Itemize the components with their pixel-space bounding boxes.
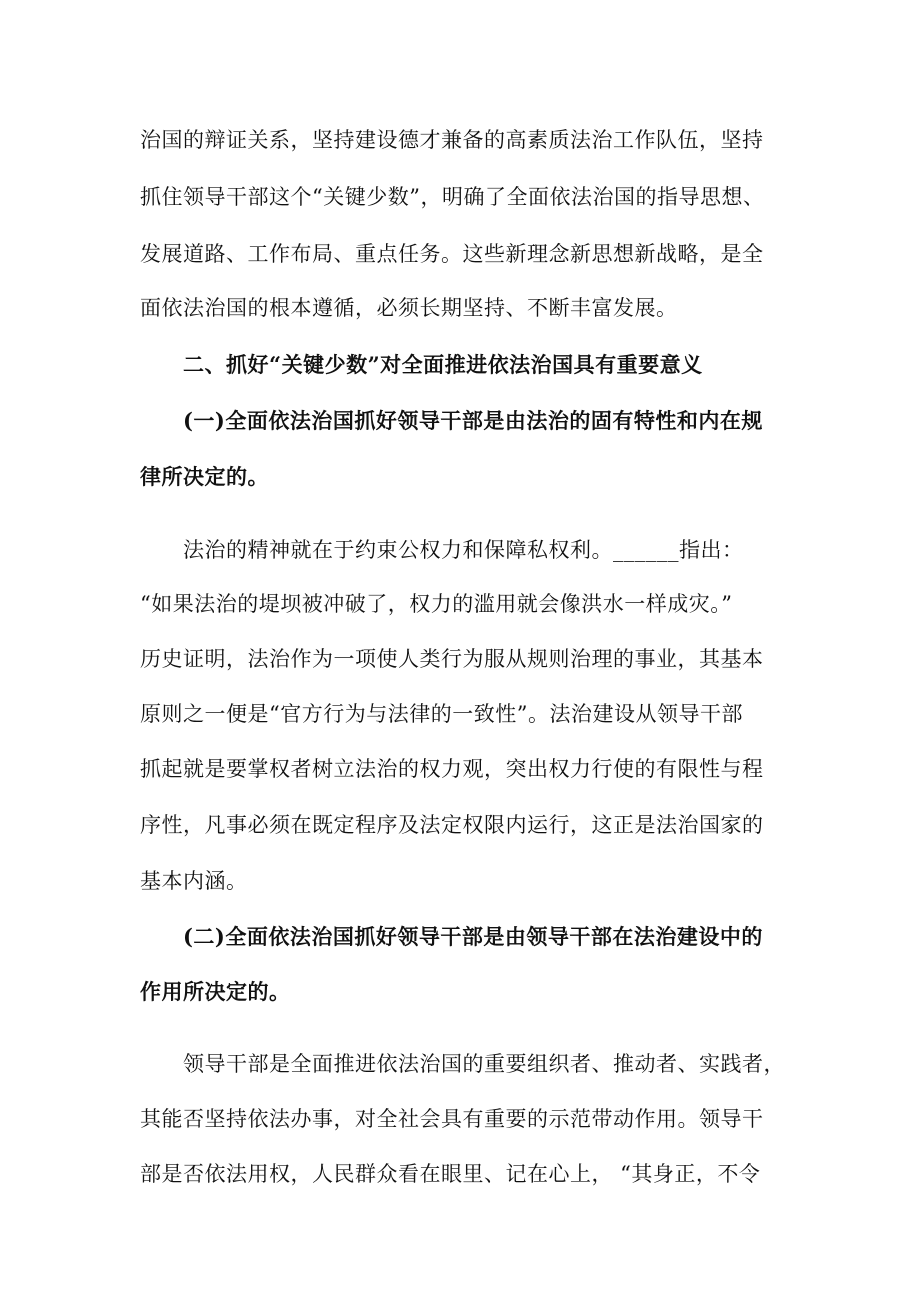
paragraph-line: 抓起就是要掌权者树立法治的权力观，突出权力行使的有限性与程 xyxy=(140,757,764,781)
paragraph-line: 领导干部是全面推进依法治国的重要组织者、推动者、实践者， xyxy=(183,1052,785,1076)
paragraph-line: 法治的精神就在于约束公权力和保障私权利。______指出： xyxy=(183,538,744,562)
paragraph-line: 历史证明，法治作为一项使人类行为服从规则治理的事业，其基本 xyxy=(140,647,764,671)
paragraph-line: 发展道路、工作布局、重点任务。这些新理念新思想新战略，是全 xyxy=(140,242,764,266)
paragraph-line: 其能否坚持依法办事，对全社会具有重要的示范带动作用。领导干 xyxy=(140,1107,764,1131)
paragraph-line: 面依法治国的根本遵循，必须长期坚持、不断丰富发展。 xyxy=(140,296,678,320)
subsection-heading-1-cont: 律所决定的。 xyxy=(140,464,269,489)
paragraph-line: 部是否依法用权，人民群众看在眼里、记在心上， “其身正，不令 xyxy=(140,1162,761,1186)
paragraph-line: 原则之一便是“官方行为与法律的一致性”。法治建设从领导干部 xyxy=(140,702,743,726)
subsection-heading-2: (二)全面依法治国抓好领导干部是由领导干部在法治建设中的 xyxy=(183,924,763,949)
subsection-heading-1: (一)全面依法治国抓好领导干部是由法治的固有特性和内在规 xyxy=(183,408,763,433)
paragraph-line: 治国的辩证关系，坚持建设德才兼备的高素质法治工作队伍，坚持 xyxy=(140,128,764,152)
section-heading: 二、抓好“关键少数”对全面推进依法治国具有重要意义 xyxy=(183,352,703,377)
subsection-heading-2-cont: 作用所决定的。 xyxy=(140,979,291,1004)
paragraph-line: “如果法治的堤坝被冲破了，权力的滥用就会像洪水一样成灾。” xyxy=(140,592,733,616)
paragraph-line: 基本内涵。 xyxy=(140,869,248,893)
paragraph-line: 抓住领导干部这个“关键少数”，明确了全面依法治国的指导思想、 xyxy=(140,185,765,209)
paragraph-line: 序性，凡事必须在既定程序及法定权限内运行，这正是法治国家的 xyxy=(140,813,764,837)
